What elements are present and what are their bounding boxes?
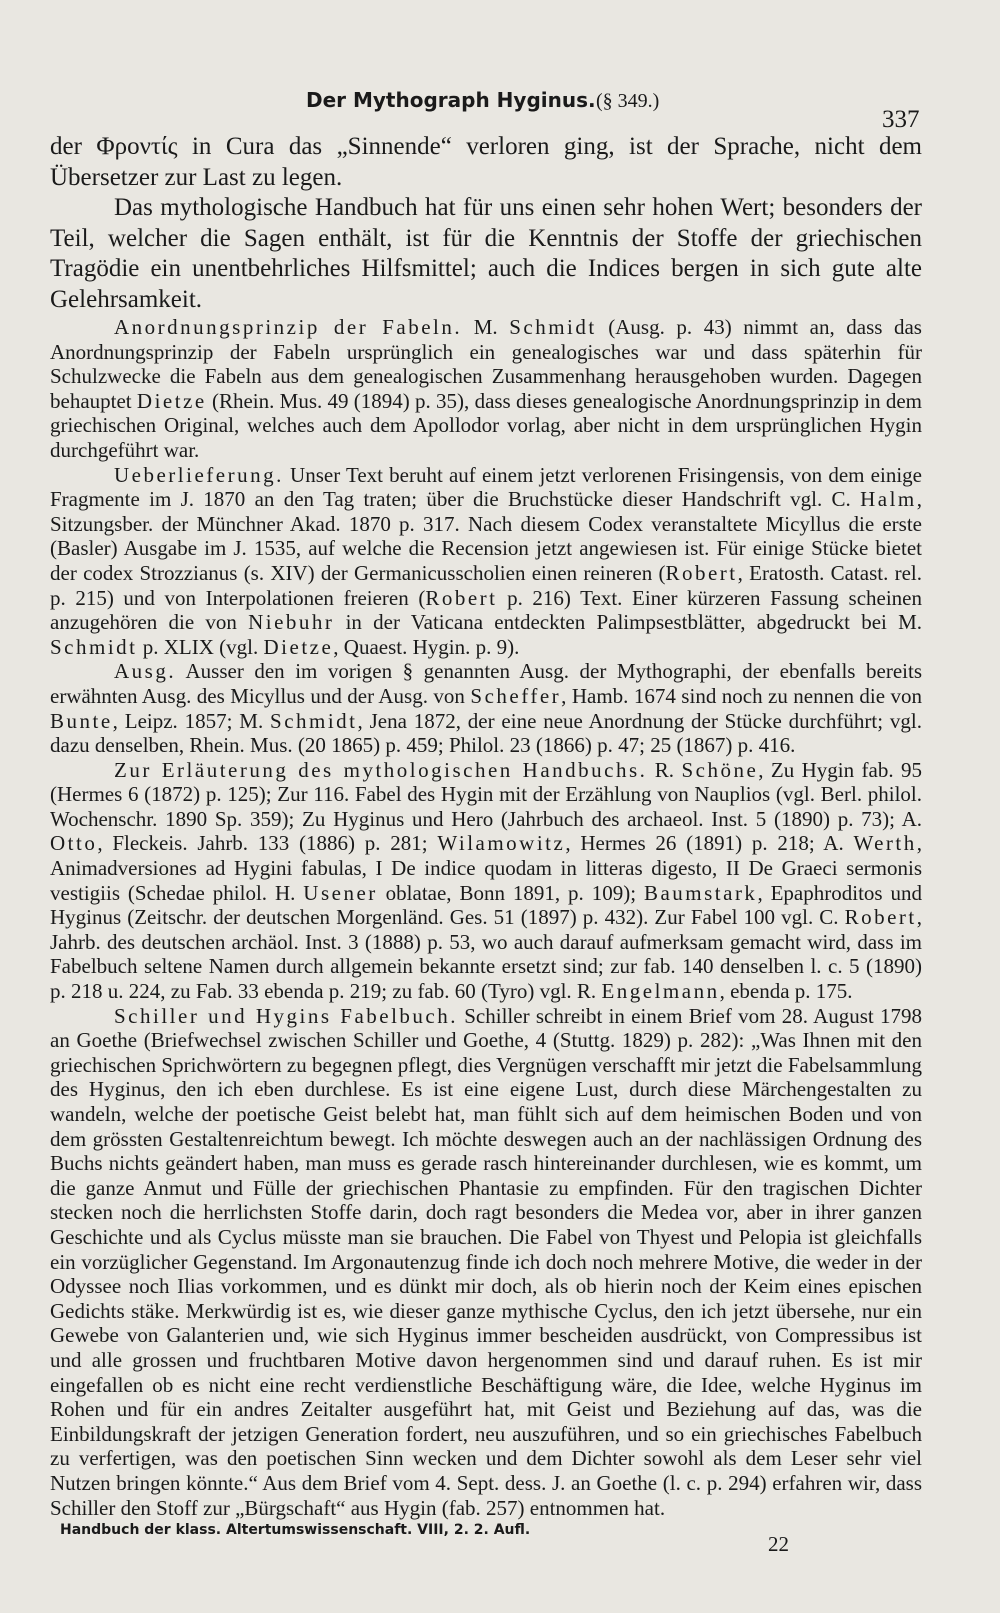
running-head-title: Der Mythograph Hyginus. — [306, 88, 596, 112]
author-name: Robert — [844, 905, 917, 930]
page-number: 337 — [882, 106, 920, 133]
paragraph-anordnungsprinzip: Anordnungsprinzip der Fabeln. M. Schmidt (Ausg. p. 43) nimmt an, dass das Anordnungsprinzip der Fabeln ursprünglich ein genealogisches war und dass späterhin für Schulzwecke die Fabeln aus dem genealogischen Zusammenhang herausgehoben wurden. Dagegen behauptet Dietze (Rhein. Mus. 49 (1894) p. 35), dass dieses genealogische Anordnungsprinzip in dem griechischen Original, welches auch dem Apollodor vorlag, aber nicht in dem ursprünglichen Hygin durchgeführt war. — [50, 315, 922, 462]
author-name: Niebuhr — [248, 610, 335, 635]
author-name: Otto — [50, 831, 98, 856]
author-name: Robert — [665, 560, 738, 585]
author-name: Robert — [425, 585, 498, 610]
section-heading-anordnungsprinzip: Anordnungsprinzip der Fabeln. — [114, 315, 463, 339]
author-name: Baumstark — [643, 880, 758, 905]
footer-series-title: Handbuch der klass. Altertumswissenschaft. VIII, 2. 2. Aufl. — [60, 1522, 531, 1538]
author-name: Dietze — [136, 388, 207, 413]
author-name: Bunte — [50, 708, 113, 733]
author-name: Schmidt — [509, 315, 597, 339]
paragraph-erlaeuterung: Zur Erläuterung des mythologischen Handbuchs. R. Schöne, Zu Hygin fab. 95 (Hermes 6 (1872) p. 125); Zur 116. Fabel des Hygin mit der Erzählung von Nauplios (vgl. Berl. philol. Wochenschr. 1890 Sp. 359); Zu Hyginus und Hero (Jahrbuch des archaeol. Inst. 5 (1890) p. 73); A. Otto, Fleckeis. Jahrb. 133 (1886) p. 281; Wilamowitz, Hermes 26 (1891) p. 218; A. Werth, Animadversiones ad Hygini fabulas, I De indice quodam in litteras digesto, II De Graeci sermonis vestigiis (Schedae philol. H. Usener oblatae, Bonn 1891, p. 109); Baumstark, Epaphroditos und Hyginus (Zeitschr. der deutschen Morgenländ. Ges. 51 (1897) p. 432). Zur Fabel 100 vgl. C. Robert, Jahrb. des deutschen archäol. Inst. 3 (1888) p. 53, wo auch darauf aufmerksam gemacht wird, dass im Fabelbuch seltene Namen durch allgemein bekannte ersetzt sind; zur fab. 140 denselben l. c. 5 (1890) p. 218 u. 224, zu Fab. 33 ebenda p. 219; zu fab. 60 (Tyro) vgl. R. Engelmann, ebenda p. 175. — [50, 757, 923, 1004]
running-head — [0, 84, 1000, 133]
signature-mark: 22 — [768, 1532, 789, 1556]
paragraph-ueberlieferung: Ueberlieferung. Unser Text beruht auf einem jetzt verlorenen Frisingensis, von dem einige Fragmente im J. 1870 an den Tag traten; über die Bruchstücke dieser Handschrift vgl. C. Halm, Sitzungsber. der Münchner Akad. 1870 p. 317. Nach diesem Codex veranstaltete Micyllus die erste (Basler) Ausgabe im J. 1535, auf welche die Recension jetzt angewiesen ist. Für einige Stücke bietet der codex Strozzianus (s. XIV) der Germanicusscholien einen reineren (Robert, Eratosth. Catast. rel. p. 215) und von Interpolationen freieren (Robert p. 216) Text. Einer kürzeren Fassung scheinen anzugehören die von Niebuhr in der Vaticana entdeckten Palimpsestblätter, abgedruckt bei M. Schmidt p. XLIX (vgl. Dietze, Quaest. Hygin. p. 9). — [50, 462, 922, 659]
running-head-section: (§ 349.) — [596, 90, 660, 112]
page-body — [50, 132, 922, 1520]
author-name: Dietze — [263, 634, 334, 659]
author-name: Engelmann — [601, 979, 720, 1004]
author-name: Werth — [853, 831, 917, 856]
paragraph-handbook-value: Das mythologische Handbuch hat für uns einen sehr hohen Wert; besonders der Teil, welcher die Sagen enthält, ist für die Kenntnis der Stoffe der griechischen Tragödie ein unentbehrliches Hilfsmittel; auch die Indices bergen in sich gute alte Gelehrsamkeit. — [50, 194, 922, 313]
author-name: Halm — [860, 487, 917, 512]
paragraph-continuation: der Φροντίς in Cura das „Sinnende“ verloren ging, ist der Sprache, nicht dem Übersetzer zur Last zu legen. — [50, 133, 922, 191]
page-footer — [60, 1522, 930, 1562]
author-name: Schöne — [681, 757, 759, 782]
paragraph-ausgaben: Ausg. Ausser den im vorigen § genannten Ausg. der Mythographi, der ebenfalls bereits erwähnten Ausg. des Micyllus und der Ausg. von Scheffer, Hamb. 1674 sind noch zu nennen die von Bunte, Leipz. 1857; M. Schmidt, Jena 1872, der eine neue Anordnung der Stücke durchführt; vgl. dazu denselben, Rhein. Mus. (20 1865) p. 459; Philol. 23 (1866) p. 47; 25 (1867) p. 416. — [50, 659, 922, 758]
author-name: Schmidt — [270, 708, 358, 733]
section-heading-schiller: Schiller und Hygins Fabelbuch. — [114, 1003, 458, 1028]
author-name: Usener — [303, 880, 378, 905]
section-heading-ausgaben: Ausg. — [114, 659, 177, 684]
author-name: Wilamowitz — [437, 831, 566, 856]
author-name: Scheffer — [470, 683, 562, 708]
paragraph-schiller: Schiller und Hygins Fabelbuch. Schiller schreibt in einem Brief vom 28. August 1798 an Goethe (Briefwechsel zwischen Schiller und Goethe, 4 (Stuttg. 1829) p. 282): „Was Ihnen mit den griechischen Sprichwörtern zu begegnen pflegt, dies Vergnügen verschafft mir jetzt die Fabelsammlung des Hyginus, den ich eben durchlese. Es ist eine eigene Lust, durch diese Märchengestalten zu wandeln, welche der poetische Geist belebt hat, man fühlt sich auf dem heimischen Boden und von dem grössten Gestaltenreichtum bewegt. Ich möchte deswegen auch an der nachlässigen Ordnung des Buchs nichts geändert haben, man muss es gerade rasch hintereinander durchlesen, wie es kommt, um die ganze Anmut und Fülle der griechischen Phantasie zu empfinden. Für den tragischen Dichter stecken noch die herrlichsten Stoffe darin, doch ragt besonders die Medea vor, aber in ihrer ganzen Geschichte und als Cyclus müsste man sie brauchen. Die Fabel von Thyest und Pelopia ist gleichfalls ein vorzüglicher Gegenstand. Im Argonautenzug finde ich doch noch mehrere Motive, die weder in der Odyssee noch Ilias vorkommen, und es dünkt mir doch, als ob hierin noch der Keim eines epischen Gedichts stäke. Merkwürdig ist es, wie dieser ganze mythische Cyclus, den ich jetzt übersehe, nur ein Gewebe von Galanterien und, wie sich Hyginus immer bescheiden ausdrückt, von Compressibus ist und alle grossen und fruchtbaren Motive davon hergenommen sind und darauf ruhen. Es ist mir eingefallen ob es nicht eine recht verdienstliche Beschäftigung wäre, die Idee, welche Hyginus im Rohen und für ein andres Zeitalter ausgeführt hat, mit Geist und Beziehung auf das, was die Einbildungskraft der jetzigen Generation fordert, neu auszuführen, und so ein griechisches Fabelbuch zu verfertigen, was den poetischen Sinn wecken und dem Dichter sowohl als dem Leser sehr viel Nutzen bringen könnte.“ Aus dem Brief vom 4. Sept. dess. J. an Goethe (l. c. p. 294) erfahren wir, dass Schiller den Stoff zur „Bürgschaft“ aus Hygin (fab. 257) entnommen hat. — [50, 1003, 923, 1520]
section-heading-ueberlieferung: Ueberlieferung. — [114, 462, 284, 487]
author-name: Schmidt — [50, 634, 138, 659]
section-heading-erlaeuterung: Zur Erläuterung des mythologischen Handbuchs. — [114, 757, 648, 782]
